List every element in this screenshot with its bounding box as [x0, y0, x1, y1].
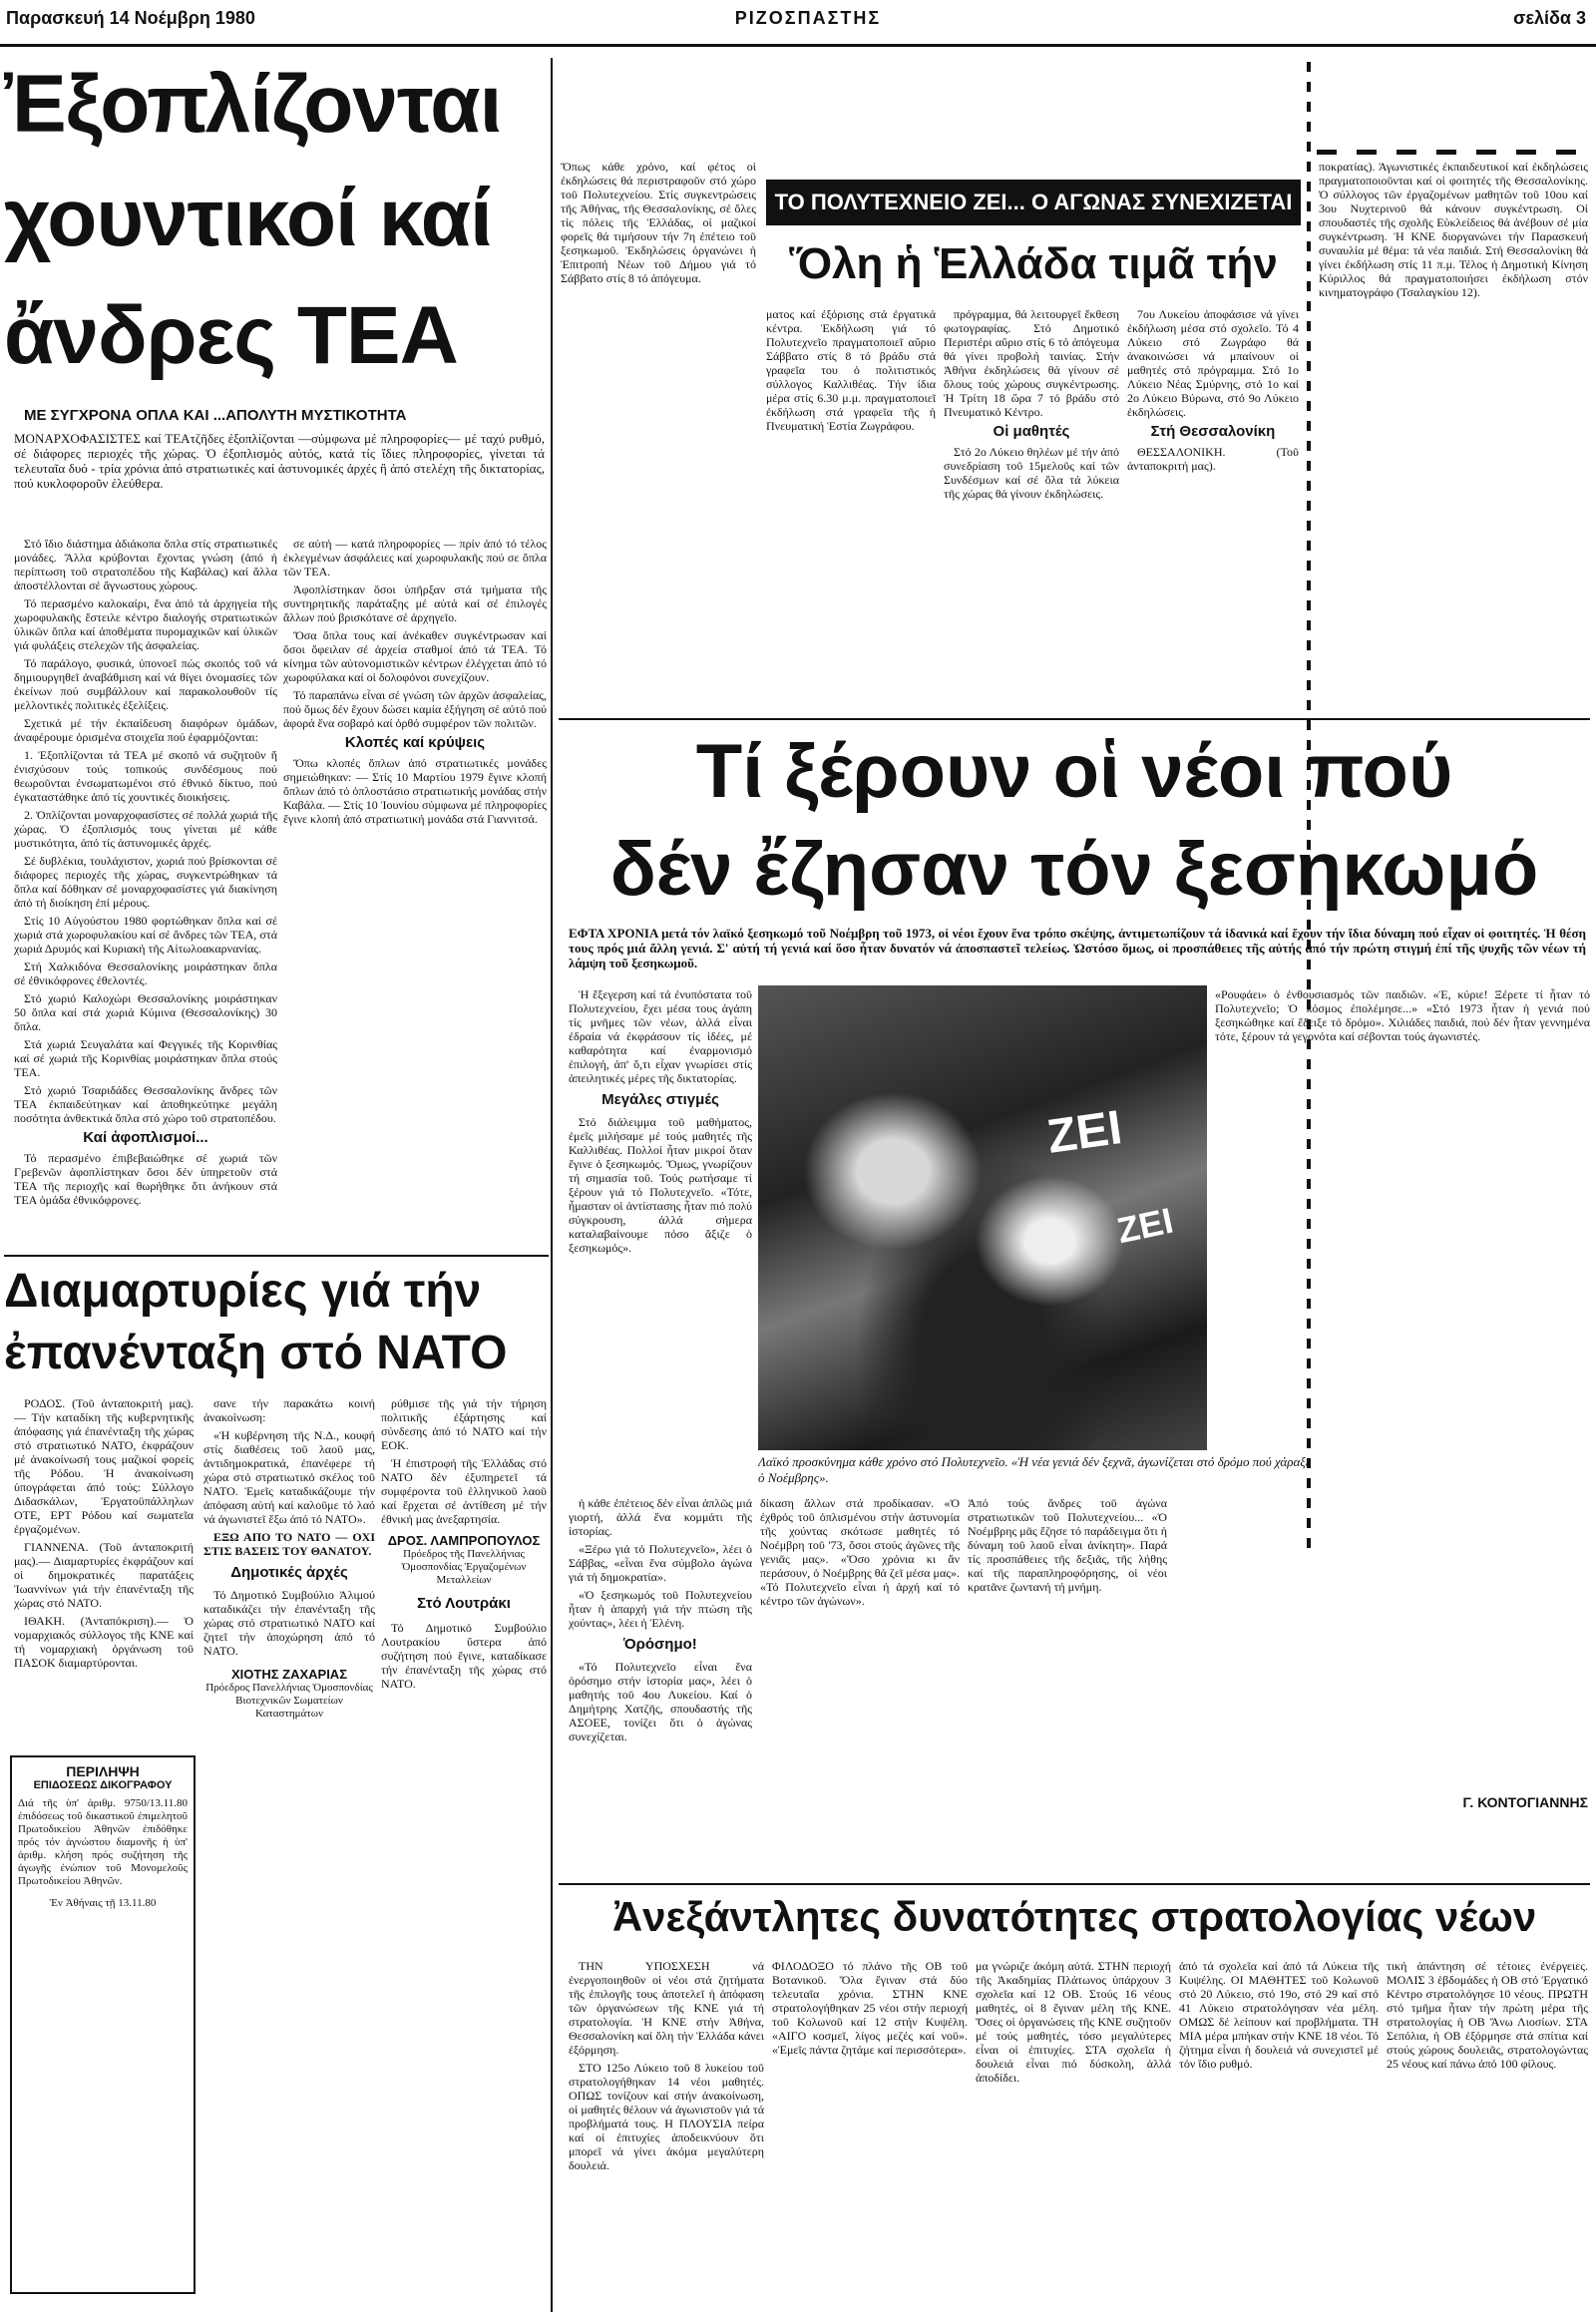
legal-notice-subtitle: ΕΠΙΔΟΣΕΩΣ ΔΙΚΟΓΡΑΦΟΥ: [33, 1779, 173, 1791]
paragraph: 7ου Λυκείου ἀποφάσισε νά γίνει ἐκδήλωση μέσα στό σχολεῖο. Τό 4 Λύκειο στό Ζωγράφο θά ἀνακοινώσει νά μπαίνουν οἱ μαθητές στό πρόγραμμα. Στό 1ο Λύκειο Νέας Σμύρνης, στό 1ο καί 2ο Λύκειο Βύρωνα, στό 9ο Λύκειο ἐκδηλώσεις.: [1127, 307, 1299, 419]
legal-notice-footer: Ἐν Ἀθήναις τῇ 13.11.80: [49, 1897, 157, 1909]
strato-column-5: τική ἀπάντηση σέ τέτοιες ἐνέργειες. ΜΟΛΙΣ 3 ἑβδομάδες ἡ ΟΒ στό Ἐργατικό Κέντρο στρατολόγησε 10 νέους. ΠΡΩΤΗ στό τμῆμα ἦταν τήν πρώτη μέρα τῆς στρατολογίας ἡ ΟΒ Ἄνω Λιοσίων. ΣΤΑ Σεπόλια, ἡ ΟΒ ἐξόρμησε στά σπίτια καί στούς χώρους δουλειᾶς, στρατολογώντας 25 νέους καί πάνω ἀπό 100 φίλους.: [1387, 1959, 1588, 2071]
youth-headline-line2: δέν ἔζησαν τόν ξεσηκωμό: [609, 827, 1539, 912]
paragraph: Σχετικά μέ τήν ἐκπαίδευση διαφόρων ὁμάδων, ἀναφέρουμε ὁρισμένα στοιχεῖα πού ἐφαρμόζονται:: [14, 716, 277, 744]
issue-date: Παρασκευή 14 Νοέμβρη 1980: [6, 8, 255, 28]
paragraph: Στό διάλειμμα τοῦ μαθήματος, ἐμεῖς μιλήσαμε μέ τούς μαθητές τῆς Καλλιθέας. Πολλοί ἦταν μικροί ὅταν ἔγινε ὁ ξεσηκωμός. Ὅμως, γνωρίζουν τή σημασία τοῦ. Τούς ρωτήσαμε τί ξέρουν γιά τό Πολυτεχνεῖο. «Τότε, ἦμασταν οἱ ἀντίστασης ἦταν πιό πολύ σύγκρουση, ἀλλά σήμερα καταλαβαίνουμε πόσο ἄξιζε ὁ ξεσηκωμός».: [569, 1115, 752, 1255]
tea-headline-line1: Ἐξοπλίζονται: [4, 59, 502, 150]
paragraph: Στό χωριό Καλοχώρι Θεσσαλονίκης μοιράστηκαν 50 ὅπλα καί στά χωριά Κύμινα (Θεσσαλονίκης) 30 ὅπλα.: [14, 991, 277, 1033]
paragraph: Τό περασμένο ἐπιβεβαιώθηκε σέ χωριά τῶν Γρεβενῶν ἀφοπλίστηκαν ὅσοι δέν ὑπηρετοῦν στά ΤΕΑ τῆς περιοχῆς καί θωρήθηκε ὅτι ἀνήκουν στά ΤΕΑ ὁμάδα ἐθνικόφρονες.: [14, 1151, 277, 1207]
paragraph: «Ξέρω γιά τό Πολυτεχνεῖο», λέει ὁ Σάββας, «εἶναι ἕνα σύμβολο ἀγώνα γιά τή δημοκρατία».: [569, 1542, 752, 1584]
nato-column-3: [381, 1396, 547, 2294]
paragraph: Ἡ ἐπιστροφή τῆς Ἑλλάδας στό ΝΑΤΟ δέν ἐξυπηρετεῖ τά συμφέροντα τοῦ ἑλληνικοῦ λαοῦ καί ἔρχεται σέ ἀντίθεση μέ τήν ἐθνική μας ἀνεξαρτησία.: [381, 1456, 547, 1526]
paragraph: ΓΙΑΝΝΕΝΑ. (Τοῦ ἀνταποκριτή μας).— Διαμαρτυρίες ἐκφράζουν καί οἱ δημοκρατικές παρατάξεις Ἰωαννίνων γιά τήν ἐπανένταξη τῆς χώρας στό ΝΑΤΟ.: [14, 1540, 194, 1610]
legal-notice-box: [10, 1755, 196, 2294]
strato-top-rule: [559, 1883, 1590, 1885]
paragraph: ρύθμισε τῆς γιά τήν τήρηση πολιτικῆς ἐξάρτησης καί σύνδεσης ἀπό τό ΝΑΤΟ καί τήν ΕΟΚ.: [381, 1396, 547, 1452]
author-signature: Γ. ΚΟΝΤΟΓΙΑΝΝΗΣ: [1462, 1794, 1588, 1810]
youth-column-r2: Ἀπό τούς ἄνδρες τοῦ ἀγώνα στρατιωτικῶν τοῦ Πολυτεχνείου... «Ὁ Νοέμβρης μᾶς ἔζησε τό παράδειγμα ὅτι ἡ δύναμη τοῦ λαοῦ εἶναι ἀνίκητη». Παρά τίς προσπάθειες τῆς δεξιᾶς, τῆς λήθης καί τῆς παραπληροφόρησης, οἱ νέοι κρατᾶνε ζωντανή τή μνήμη.: [968, 1496, 1167, 1594]
paragraph: Στίς 10 Αὐγούστου 1980 φορτώθηκαν ὅπλα καί σέ χωριά στά χωροφυλακίου καί σέ ἄνδρες τῶν ΤΕΑ, στά χωριά Δρυμός καί Κυριακή τῆς Αἰτωλοακαρνανίας.: [14, 914, 277, 956]
paragraph: ΙΘΑΚΗ. (Ἀνταπόκριση).— Ὁ νομαρχιακός σύλλογος τῆς ΚΝΕ καί τή νομαρχιακή ὀργάνωση τοῦ ΠΑΣΟΚ διαμαρτύρονται.: [14, 1614, 194, 1670]
polytechnio-col-c: [1127, 307, 1299, 716]
tea-headline-line3: ἄνδρες ΤΕΑ: [4, 290, 458, 381]
strato-column-1: [569, 1959, 764, 2308]
paragraph: Στά χωριά Σευγαλάτα καί Φεγγικές τῆς Κορινθίας καί σέ χωριά τῆς Κορινθίας μοιράστηκαν ὅπλα στούς ΤΕΑ.: [14, 1037, 277, 1079]
paragraph: Σέ δυβλέκια, τουλάχιστον, χωριά πού βρίσκονται σέ διάφορες περιοχές τῆς χώρας, συγκεντρώθηκαν τά ὅπλα καί δόθηκαν σέ μοναρχοφασίστες γιά διακίνηση ἀπό τή διοίκηση ἐπί μέρους.: [14, 854, 277, 910]
nato-column-1: [14, 1396, 194, 1736]
legal-notice-text: Διά τῆς ὑπ' ἀριθμ. 9750/13.11.80 ἐπιδόσεως τοῦ δικαστικοῦ ἐπιμελητοῦ Πρωτοδικείου Ἀθηνῶν ἐπιδόθηκε πρός τόν ἀγνώστου διαμονῆς ἡ ὑπ' ἀριθμ. κλήση πρός συζήτηση τῆς ἀγωγῆς ἐνώπιον τοῦ Μονομελοῦς Πρωτοδικείου Ἀθηνῶν.: [18, 1797, 188, 1887]
youth-headline-line1: Τί ξέρουν οἱ νέοι πού: [695, 729, 1453, 814]
subhead-thessaloniki: Στή Θεσσαλονίκη: [1150, 423, 1276, 440]
youth-column-r1: δίκαση ἄλλων στά προδίκασαν. «Ὁ ἐχθρός τοῦ ὁπλισμένου στήν ἀστυνομία τῆς χούντας σκότωσε μαθητές τό Νοέμβρη τοῦ '73, ὅσοι στούς ἀγῶνες τῆς γενιᾶς μας». «Ὅσο χρόνια κι ἄν περάσουν, ὁ Νοέμβρης θά ζεῖ μέσα μας». «Τό Πολυτεχνεῖο εἶναι ἡ ἀρχή καί τό κέντρο τῶν ἀγώνων».: [760, 1496, 960, 1608]
polytechnio-col-b: [944, 307, 1119, 716]
paragraph: σε αὐτή — κατά πληροφορίες — πρίν ἀπό τό τέλος ἐκλεγμένων ἀσφάλειες καί χωροφυλακῆς πού σε ὅπλα τῶν ΤΕΑ.: [283, 537, 547, 579]
tea-column-1: [14, 537, 277, 1255]
header-rule: [0, 44, 1596, 47]
banner-text: ΖΕΙ: [1113, 1199, 1177, 1252]
nato-headline-line1: Διαμαρτυρίες γιά τήν: [4, 1265, 482, 1318]
paragraph: ΤΗΝ ΥΠΟΣΧΕΣΗ νά ἐνεργοποιηθοῦν οἱ νέοι στά ζητήματα τῆς ἐπιλογῆς τους ἀποτελεῖ ἡ ἀπόφαση τῶν ὀργανώσεων τῆς ΚΝΕ γιά τή στρατολογία. Ἡ ΚΝΕ στήν Ἀθήνα, Θεσσαλονίκη καί ὅλη τήν Ἑλλάδα κάνει ἐξόρμηση.: [569, 1959, 764, 2057]
strato-column-3: μα γνώριζε ἀκόμη αὐτά. ΣΤΗΝ περιοχή τῆς Ἀκαδημίας Πλάτωνος ὑπάρχουν 3 σχολεῖα καί 12 ΟΒ. Στούς 16 νέους μαθητές, οἱ 8 ἔγιναν μέλη τῆς ΚΝΕ. Ὅσες οἱ ὀργανώσεις τῆς ΚΝΕ συζητοῦν μέ τούς μαθητές, τόσο μεγαλύτερες εἶναι οἱ ἐπιτυχίες. ΣΤΑ σχολεῖα ἡ δουλειά εἶναι πιό δύσκολη, ἀλλά ἀποδίδει.: [976, 1959, 1171, 2085]
nato-headline-line2: ἐπανένταξη στό ΝΑΤΟ: [4, 1327, 508, 1379]
paragraph: Τό Δημοτικό Συμβούλιο Λουτρακίου ὕστερα ἀπό συζήτηση πού ἔγινε, καταδίκασε τήν ἐπανένταξη τῆς χώρας στό ΝΑΤΟ.: [381, 1621, 547, 1691]
paragraph: Τό παραπάνω εἶναι σέ γνώση τῶν ἀρχῶν ἀσφαλείας, πού ὅμως δέν ἔχουν δώσει καμία ἐξήγηση σέ αὐτό πού ἀφορά ἕνα σοβαρό καί ὀρθό συμφέρον τῶν πολιτῶν.: [283, 688, 547, 730]
page-number: σελίδα 3: [1513, 8, 1586, 28]
nato-column-2: [203, 1396, 375, 2294]
banner-text: ΖΕΙ: [1043, 1101, 1125, 1164]
strato-column-4: ἀπό τά σχολεῖα καί ἀπό τά Λύκεια τῆς Κυψέλης. ΟΙ ΜΑΘΗΤΕΣ τοῦ Κολωνοῦ στό 20 Λύκειο, στό 19ο, στό 29 καί στό 41 Λύκειο στρατολόγησαν νέα μέλη. ΟΜΩΣ δέ λείπουν καί προβλήματα. ΤΗ ΜΙΑ μέρα μπήκαν στήν ΚΝΕ 18 νέοι. Τό ζήτημα εἶναι ἡ δουλειά νά συνεχιστεῖ μέ τόν ἴδιο ρυθμό.: [1179, 1959, 1379, 2071]
paragraph: ΣΤΟ 125ο Λύκειο τοῦ 8 λυκείου τοῦ στρατολογήθηκαν 14 νέοι μαθητές. ΟΠΩΣ τονίζουν καί στήν ἀνακοίνωση, οἱ μαθητές θέλουν νά ἀγωνιστοῦν γιά τά προβλήματά τους. Η ΠΛΟΥΣΙΑ πείρα καί οἱ ἐπιτυχίες ἀποδεικνύουν ὅτι μπορεῖ νά γίνει ἀκόμα μεγαλύτερη δουλειά.: [569, 2061, 764, 2172]
paragraph: Ὅσα ὅπλα τους καί ἀνέκαθεν συγκέντρωσαν καί ὅσοι ὄφειλαν σέ ἀρχεία σταθμοί ἀπό τά ΤΕΑ. Τό κίνημα τῶν αὐτονομιστικῶν κέντρων ἐλέγχεται ἀπό τό χωροφύλακα καί οἱ δολοφόνοι συνεχίζουν.: [283, 628, 547, 684]
strato-headline: Ἀνεξάντλητες δυνατότητες στρατολογίας νέων: [611, 1893, 1537, 1940]
youth-column-left: [569, 987, 752, 1406]
subhead-megales: Μεγάλες στιγμές: [601, 1091, 719, 1108]
paragraph: «Ὁ ξεσηκωμός τοῦ Πολυτεχνείου ἦταν ἡ ἀπαρχή γιά τήν πτώση τῆς χούντας», λέει ἡ Ἑλένη.: [569, 1588, 752, 1630]
paragraph: «Ἡ κυβέρνηση τῆς Ν.Δ., κουφή στίς διαθέσεις τοῦ λαοῦ μας, ἀντιδημοκρατικά, ἐπανέφερε τή χώρα στό στρατιωτικό σκέλος τοῦ ΝΑΤΟ. Ἐμεῖς καταδικάζουμε τήν ἀπόφαση αὐτή καί καλοῦμε τό λαό νά ἀγωνιστεῖ ἔξω ἀπό τό ΝΑΤΟ».: [203, 1428, 375, 1526]
paragraph: Ἡ ἔξεγερση καί τά ἐνυπόστατα τοῦ Πολυτεχνείου, ἔχει μέσα τους ἀγάπη τίς μνῆμες τῶν νέων, ἀλλά εἶναι ἐδραία νά ἐκφράσουν τίς ἰδέες, μέ καθαρότητα καί ἐναρμονισμό ἐπιλογή, ἀπ' ὅ,τι εἶχαν γνωρίσει στίς ἀπειλητικές μέρες τῆς δικτατορίας.: [569, 987, 752, 1085]
paragraph: Ὅπω κλοπές ὅπλων ἀπό στρατιωτικές μονάδες σημειώθηκαν: — Στίς 10 Μαρτίου 1979 ἔγινε κλοπή ὅπλων ἀπό τό ὁπλοστάσιο στρατιωτικής μονάδας στήν Καβάλα. — Στίς 10 Ἰουνίου σύμφωνα μέ πληροφορίες ἔγινε κλοπή ἀπό στρατιωτική μονάδα στά Γιαννιτσά.: [283, 756, 547, 826]
newspaper-name: ΡΙΖΟΣΠΑΣΤΗΣ: [734, 8, 882, 28]
legal-notice-title: ΠΕΡΙΛΗΨΗ: [66, 1763, 140, 1779]
decorative-border: [1317, 150, 1596, 155]
subhead-kleves: Κλοπές καί κρύψεις: [344, 734, 486, 751]
paragraph: Τό Δημοτικό Συμβούλιο Ἀλιμού καταδικάζει τήν ἐπανένταξη τῆς χώρας στό στρατιωτικό ΝΑΤΟ καί ζητεῖ τήν ἀποχώρηση ἀπό τό ΝΑΤΟ.: [203, 1588, 375, 1658]
paragraph: ΡΟΔΟΣ. (Τοῦ ἀνταποκριτή μας).— Τήν καταδίκη τῆς κυβερνητικῆς ἀπόφασης γιά ἐπανένταξη τῆς χώρας στό στρατιωτικό ΝΑΤΟ, ἐκφράζουν μέ ἀνακοίνωσή τους μαζικοί φορείς τῆς Ρόδου. Ἡ ἀνακοίνωση ὑπογράφεται ἀπό τούς: Σύλλογο Διδασκάλων, Ἐργατοϋπάλληλων ΟΤΕ, ΕΡΤ Ρόδου καί σωματεῖα ἐργαζομένων.: [14, 1396, 194, 1536]
paragraph: 2. Ὁπλίζονται μοναρχοφασίστες σέ πολλά χωριά τῆς χώρας. Ὁ ἐξοπλισμός τους γίνεται μέ κάθε μυστικότητα, ἀπό τίς ἀστυνομικές ἀρχές.: [14, 808, 277, 850]
paragraph: Στό χωριό Τσαριδάδες Θεσσαλονίκης ἄνδρες τῶν ΤΕΑ ἐκπαιδεύτηκαν καί ἀποθηκεύτηκε μεγάλη ποσότητα ἀνθεκτικά ὅπλα στό χώρο τοῦ στρατοπέδου.: [14, 1083, 277, 1125]
signature-name: ΔΡΟΣ. ΛΑΜΠΡΟΠΟΥΛΟΣ: [387, 1533, 541, 1548]
paragraph: Τό περασμένο καλοκαίρι, ἕνα ἀπό τά ἀρχηγεία τῆς χωροφυλακῆς ἔστειλε κέντρο διαλογής στρατιωτικών ὑλικῶν ὅπλα καί ἀποθέματα πυρομαχικῶν καί ὑλικῶν γιά φυλάξεις στελεχῶν τῆς ἀσφαλείας.: [14, 596, 277, 652]
polytechnio-headline: Ὅλη ἡ Ἑλλάδα τιμᾶ τήν: [789, 239, 1278, 288]
youth-column-mid: [569, 1496, 752, 1875]
paragraph: σανε τήν παρακάτω κοινή ἀνακοίνωση:: [203, 1396, 375, 1424]
paragraph: Στό ἴδιο διάστημα ἀδιάκοπα ὅπλα στίς στρατιωτικές μονάδες. Ἄλλα κρύβονται ἔχοντας γνώση (ἀπό ἡ περίπτωση τοῦ στρατοπέδου τῆς Καβάλας) καί ἄλλα ἀποστέλλονται σέ ἄγνωστους χώρους.: [14, 537, 277, 592]
paragraph: ΕΞΩ ΑΠΟ ΤΟ ΝΑΤΟ — ΟΧΙ ΣΤΙΣ ΒΑΣΕΙΣ ΤΟΥ ΘΑΝΑΤΟΥ.: [203, 1530, 375, 1558]
paragraph: Τό παράλογο, φυσικά, ὑπονοεῖ πώς σκοπός τοῦ νά δημιουργηθεῖ ἀναβάθμιση καί νά θίγει ὀνομασίες τῶν ἐκείνων πού συμβάλλουν καί παρακολουθοῦν τίς μελλοντικές πολιτικές ἐξελίξεις.: [14, 656, 277, 712]
signature-role: Πρόεδρος Πανελλήνιας Ὁμοσπονδίας Βιοτεχνικῶν Σωματείων Καταστημάτων: [205, 1682, 373, 1720]
paragraph: ΘΕΣΣΑΛΟΝΙΚΗ. (Τοῦ ἀνταποκριτή μας).: [1127, 445, 1299, 473]
subhead-dimotikes: Δημοτικές ἀρχές: [230, 1564, 348, 1581]
subhead-loutraki: Στό Λουτράκι: [417, 1595, 511, 1612]
signature-role: Πρόεδρος τῆς Πανελλήνιας Ὁμοσπονδίας Ἐργαζομένων Μεταλλείων: [401, 1548, 527, 1586]
paragraph: «Τό Πολυτεχνεῖο εἶναι ἕνα ὁρόσημο στήν ἱστορία μας», λέει ὁ μαθητής τοῦ 4ου Λυκείου. Καί ὁ Δημήτρης Χατζῆς, σπουδαστής τῆς ΑΣΟΕΕ, τονίζει ὅτι ὁ ἀγώνας συνεχίζεται.: [569, 1660, 752, 1743]
youth-column-right-top: «Ρουφάει» ὁ ἐνθουσιασμός τῶν παιδιῶν. «Ἐ, κύριε! Ξέρετε τί ἦταν τό Πολυτεχνεῖο; Ὁ κόσμος ἐπολέμησε...» «Στό 1973 ἦταν ἡ γενιά πού ξεσηκώθηκε καί ἔδειξε τό δρόμο». Χιλιάδες παιδιά, πού δέν ἦταν γεννημένα τότε, ξέρουν τά γεγονότα καί σέβονται τούς ἀγωνιστές.: [1215, 987, 1590, 1043]
nato-top-rule: [4, 1255, 549, 1257]
paragraph: πρόγραμμα, θά λειτουργεῖ ἔκθεση φωτογραφίας. Στό Δημοτικό Περιστέρι αὔριο στίς 6 τό ἀπόγευμα θά γίνει προβολή ταινίας. Στήν Ἀθήνα ἐκδηλώσεις θά γίνουν σέ ὅλους τούς χώρους συγκέντρωσης. Ἡ Τρίτη 18 ὥρα 7 τό βράδυ στό Πνευματικό Κέντρο.: [944, 307, 1119, 419]
paragraph: ἡ κάθε ἐπέτειος δέν εἶναι ἁπλῶς μιά γιορτή, ἀλλά ἕνα κομμάτι τῆς ἱστορίας.: [569, 1496, 752, 1538]
polytechnio-col-a: ματος καί ἐξόρισης στά ἐργατικά κέντρα. Ἐκδήλωση γιά τό Πολυτεχνεῖο πραγματοποιεῖ αὔριο Σάββατο στίς 8 τό βράδυ στά γραφεῖα του ὁ πολιτιστικός σύλλογος Καλλιθέας. Τήν ίδια μέρα στίς 6.30 μ.μ. πραγματοποιεῖ ἐκδήλωση στά γραφεῖα τῆς ἡ Πνευματική Ἑστία Ζωγράφου.: [766, 307, 936, 433]
paragraph: Στό 2ο Λύκειο θηλέων μέ τήν ἀπό συνεδρίαση τοῦ 15μελοῦς καί τῶν Συνδέσμων καί σέ ὅλα τά λύκεια τῆς χώρας θά γίνουν ἐκδηλώσεις.: [944, 445, 1119, 501]
subhead-orosimo: Ὁρόσημο!: [623, 1636, 697, 1653]
strato-column-2: ΦΙΛΟΔΟΞΟ τό πλάνο τῆς ΟΒ τοῦ Βοτανικοῦ. Ὅλα ἔγιναν στά δύο τελευταῖα χρόνια. ΣΤΗΝ ΚΝΕ στρατολογήθηκαν 25 νέοι στήν περιοχή τοῦ Κολωνοῦ καί 12 στήν Κυψέλη. «ΑΙΓΟ κοσμεῖ, λίγος μεζές καί νοῦ». «Ἐμεῖς πάντα ζητάμε καί περισσότερα».: [772, 1959, 968, 2057]
polytechnio-banner: ΤΟ ΠΟΛΥΤΕΧΝΕΙΟ ΖΕΙ... Ο ΑΓΩΝΑΣ ΣΥΝΕΧΙΖΕΤΑΙ: [766, 180, 1301, 225]
tea-lead: ΜΟΝΑΡΧΟΦΑΣΙΣΤΕΣ καί ΤΕΑτζῆδες ἐξοπλίζονται —σύμφωνα μέ πληροφορίες— μέ ταχύ ρυθμό, σέ διάφορες περιοχές τῆς χώρας. Ὁ ἐξοπλισμός αὐτός, κατά τίς ἴδιες πληροφορίες, γίνεται τά τελευταῖα δυό - τρία χρόνια ἀπό στρατιωτικές καί ἀστυνομικές ἀρχές ἢ ἀπό στελέχη τῆς δικτατορίας, πού κυκλοφοροῦν ἐλεύθερα.: [14, 431, 545, 491]
tea-headline-line2: χουντικοί καί: [4, 173, 492, 263]
protest-photo: [758, 985, 1207, 1450]
polytechnio-right-column: ποκρατίας). Άγωνιστικές ἐκπαιδευτικοί καί ἐκδηλώσεις πραγματοποιοῦνται καί οἱ φοιτητές τῆς Θεσσαλονίκης. Ὁ σύλλογος τῶν ἐργαζομένων μαθητῶν τοῦ 10ου καί 3ου Νυχτερινοῦ θά κάνουν συγκέντρωση. Οἱ σπουδαστές τῆς σχολῆς Εὐκλείδειος θά ἀνέβουν σέ μία συγκέντρωση. Ἡ ΚΝΕ διοργανώνει τήν Παρασκευή συναυλία μέ θέμα: τά νέα παιδιά. Στή Θεσσαλονίκη θά γίνει ἐκδήλωση στίς 11 π.μ. Τέλος ἡ Δημοτική Κίνηση Κύριλλος θά πραγματοποιήσει ἐκδήλωση στόν κινηματογράφο (Τσαλαγκίου 12).: [1319, 160, 1588, 299]
youth-column-r3: [1175, 1496, 1588, 1875]
subhead-afoplismoi: Καί ἀφοπλισμοί...: [83, 1129, 208, 1146]
polytechnio-intro-column: Ὅπως κάθε χρόνο, καί φέτος οἱ ἐκδηλώσεις θά περιστραφοῦν στό χώρο τοῦ Πολυτεχνείου. Στίς συγκεντρώσεις τῆς Ἀθήνας, τῆς Θεσσαλονίκης, σέ ὅλες τίς πόλεις τῆς Ἑλλάδας, οἱ μαζικοί φορεῖς θά τιμήσουν τήν 7η ἐπέτειο τοῦ ξεσηκωμοῦ. Ἐκδηλώσεις ὀργανώνει ἡ Ἐπιτροπή Νέων τοῦ Δήμου γιά τό Σάββατο στίς 8 τό ἀπόγευμα.: [561, 160, 756, 285]
paragraph: Στή Χαλκιδόνα Θεσσαλονίκης μοιράστηκαν ὅπλα σέ ἐθνικόφρονες ἐθελοντές.: [14, 960, 277, 987]
subhead-mathites: Οἱ μαθητές: [993, 423, 1070, 440]
paragraph: 1. Ἐξοπλίζονται τά ΤΕΑ μέ σκοπό νά συζητοῦν ἤ ἐνισχύσουν τούς τοπικούς συνδέσμους πού θεωροῦνται ἐνσωματωμένοι στό ἐθνικό δίκτυο, πού ἐγκαταστάθηκε ἀπό τίς χουντικές διοικήσεις.: [14, 748, 277, 804]
paragraph: Ἀφοπλίστηκαν ὅσοι ὑπῆρξαν στά τμήματα τῆς συντηρητικῆς παράταξης μέ αὐτά καί σέ ἐπιλογές ἄλλων πού βρισκότανε σέ ἀρχηγεῖο.: [283, 582, 547, 624]
youth-top-rule: [559, 718, 1590, 720]
photo-caption: Λαϊκό προσκύνημα κάθε χρόνο στό Πολυτεχνεῖο. «Ἡ νέα γενιά δέν ξεχνᾶ, ἀγωνίζεται στό δρόμο πού χάραξε ὁ Νοέμβρης».: [758, 1454, 1311, 1485]
signature-name: ΧΙΟΤΗΣ ΖΑΧΑΡΙΑΣ: [231, 1667, 347, 1682]
tea-column-2: [283, 537, 547, 1255]
youth-lead: ΕΦΤΑ ΧΡΟΝΙΑ μετά τόν λαϊκό ξεσηκωμό τοῦ Νοέμβρη τοῦ 1973, οἱ νέοι ἔχουν ἕνα τρόπο σκέψης, ἀντιμετωπίζουν τά ἰδανικά καί ἔχουν τήν ἴδια δύναμη πού εἶχαν οἱ φοιτητές. Ἡ θέση τους πρός μιά ἄλλη γενιά. Σ' αὐτή τή γενιά καί ὅσο ἦταν δυνατόν νά ἀποσπαστεῖ τελείως. Ὡστόσο ὅμως, οἱ προσπάθειες τῆς αὐτής ἀπό τήν πρώτη στιγμή ἐπί τῆς ψυχῆς τῶν νέων τή λάμψη τοῦ ξεσηκωμοῦ.: [569, 926, 1586, 970]
column-rule: [551, 58, 553, 2312]
tea-subtitle: ΜΕ ΣΥΓΧΡΟΝΑ ΟΠΛΑ ΚΑΙ ...ΑΠΟΛΥΤΗ ΜΥΣΤΙΚΟΤΗΤΑ: [24, 407, 407, 424]
